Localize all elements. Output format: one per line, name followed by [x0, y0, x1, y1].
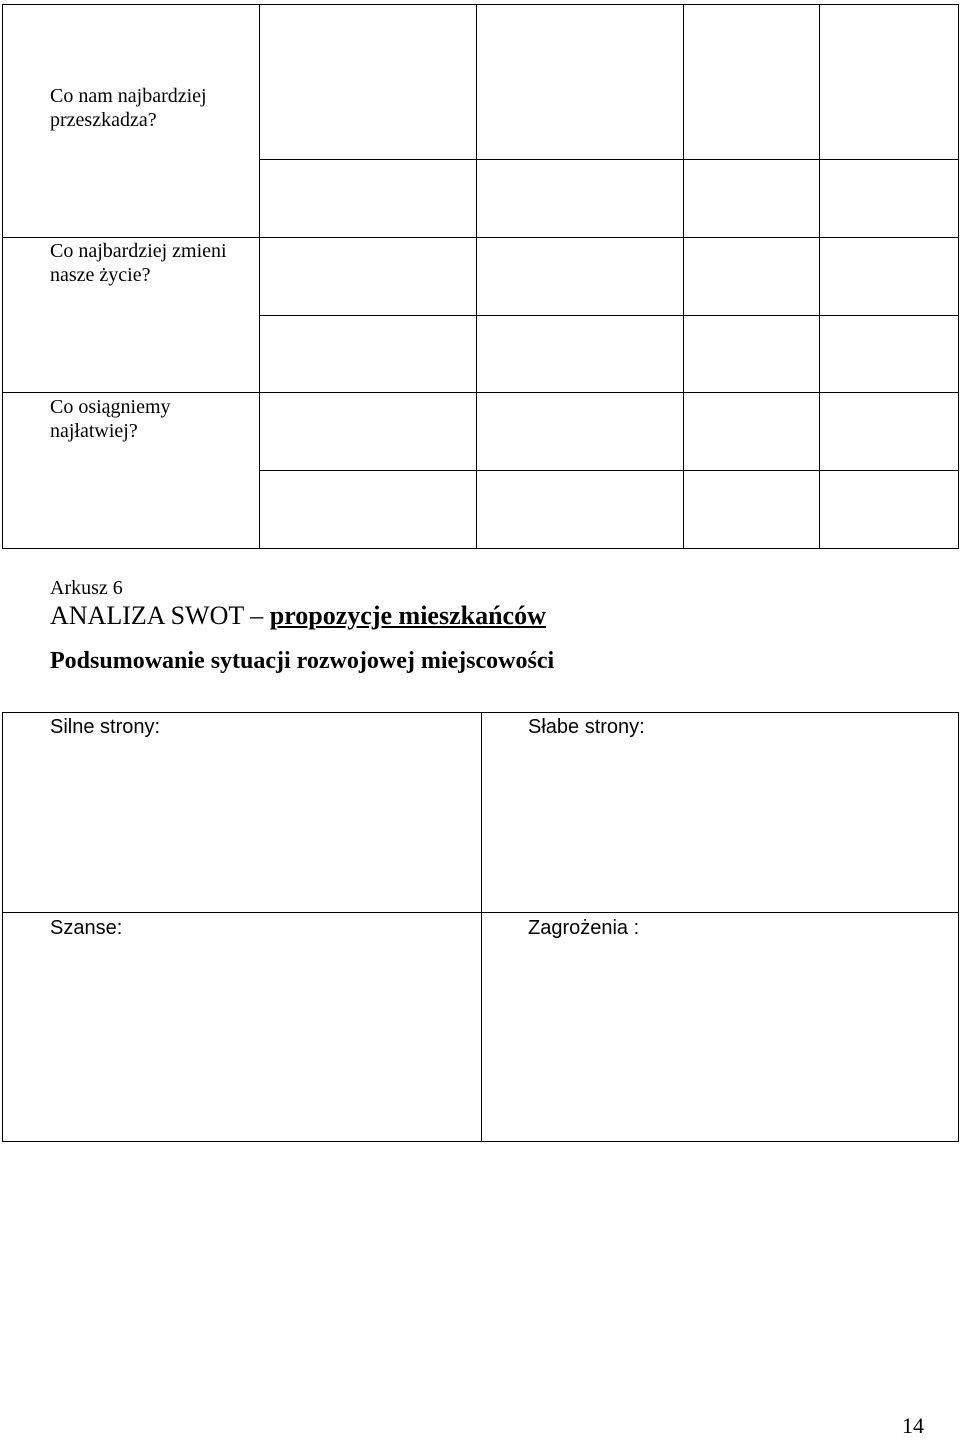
weaknesses-label: Słabe strony: [528, 716, 645, 738]
heading-block [50, 576, 930, 676]
swot-title [50, 600, 930, 632]
swot-title-underlined: propozycje mieszkańców [269, 601, 546, 630]
table-column-separator [259, 4, 260, 549]
sheet-label: Arkusz 6 [50, 577, 123, 599]
table-subrow-separator [259, 159, 959, 160]
swot-border-right [958, 712, 959, 1142]
table-row-separator [2, 237, 959, 238]
table-subrow-separator [259, 470, 959, 471]
question-label-2: Co najbardziej zmieni nasze życie? [50, 240, 227, 286]
threats-label: Zagrożenia : [528, 917, 640, 939]
swot-title-prefix: ANALIZA SWOT – [50, 601, 270, 630]
table-border-left [2, 4, 3, 549]
page-number: 14 [902, 1413, 924, 1438]
table-subrow-separator [259, 315, 959, 316]
table-border-right [958, 4, 959, 549]
question-label-3: Co osiągniemy najłatwiej? [50, 396, 171, 442]
swot-border-left [2, 712, 3, 1142]
question-label-1: Co nam najbardziej przeszkadza? [50, 85, 207, 131]
table-column-separator [476, 4, 477, 549]
opportunities-label: Szanse: [50, 917, 123, 939]
summary-title: Podsumowanie sytuacji rozwojowej miejscowości [50, 648, 555, 674]
swot-column-separator [481, 712, 482, 1142]
strengths-label: Silne strony: [50, 716, 161, 738]
table-border-top [2, 4, 959, 5]
table-border-bottom [2, 548, 959, 549]
table-column-separator [819, 4, 820, 549]
table-column-separator [683, 4, 684, 549]
table-row-separator [2, 392, 959, 393]
